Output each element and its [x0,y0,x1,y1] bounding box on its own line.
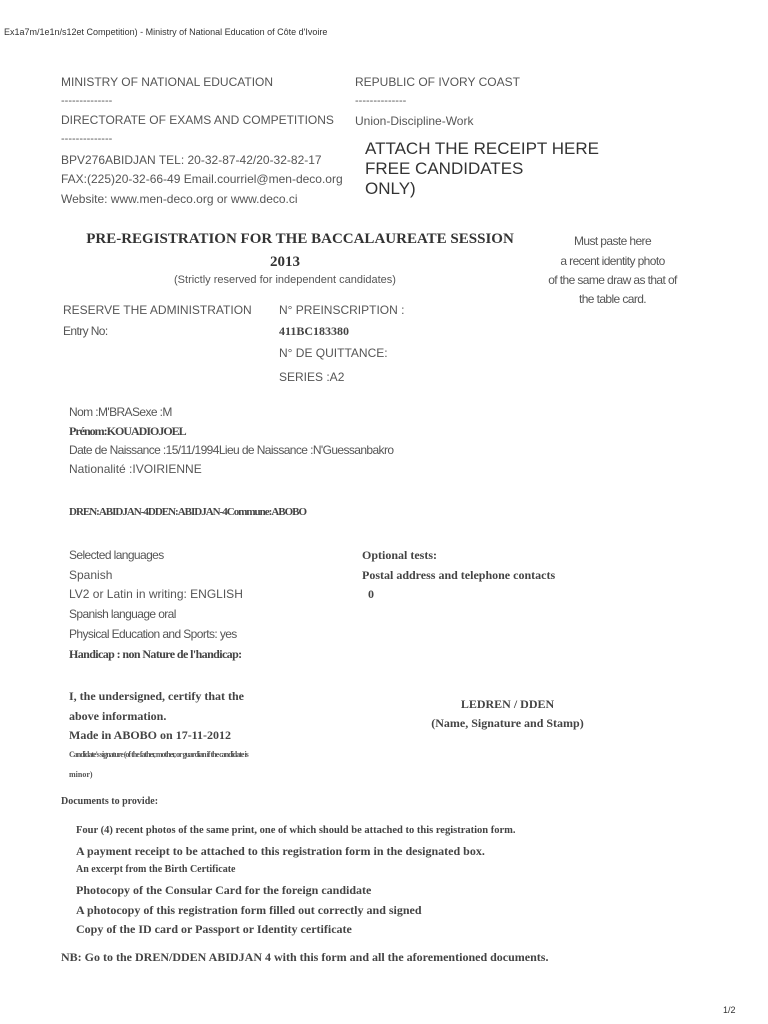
republic-name: REPUBLIC OF IVORY COAST [355,75,520,89]
certification-line2: above information. [69,709,167,723]
ledren-label: LEDREN / DDEN [460,697,555,711]
candidate-dren-info: DREN:ABIDJAN-4DDEN:ABIDJAN-4Commune:ABOBO [69,506,307,518]
page-number: 1/2 [723,1005,736,1015]
handicap-line: Handicap : non Nature de l'handicap: [69,647,242,661]
document-item: An excerpt from the Birth Certificate [76,864,236,875]
ledren-signature-label: (Name, Signature and Stamp) [431,716,584,730]
address-line: BPV276ABIDJAN TEL: 20-32-87-42/20-32-82-17 [61,153,322,167]
form-title: PRE-REGISTRATION FOR THE BACCALAUREATE SESSION [86,231,514,247]
language-item: Spanish [69,568,113,582]
photo-note-line4: the table card. [578,292,647,306]
candidate-birth-info: Date de Naissance :15/11/1994Lieu de Naissance :N'Guessanbakro [69,443,394,457]
languages-heading: Selected languages [69,548,164,562]
directorate-name: DIRECTORATE OF EXAMS AND COMPETITIONS [61,113,334,127]
nb-note: NB: Go to the DREN/DDEN ABIDJAN 4 with this form and all the aforementioned documents. [61,950,549,964]
candidate-signature-label-cont: minor) [69,770,93,779]
separator: -------------- [61,95,113,107]
form-subtitle: (Strictly reserved for independent candidates) [174,274,396,286]
candidate-nationality: Nationalité :IVOIRIENNE [69,462,202,476]
optional-tests-heading: Optional tests: [362,548,437,562]
language-item: LV2 or Latin in writing: ENGLISH [69,587,243,601]
receipt-instruction-line1: ATTACH THE RECEIPT HERE [365,139,599,158]
language-item: Spanish language oral [69,607,176,621]
ministry-name: MINISTRY OF NATIONAL EDUCATION [61,75,274,89]
postal-address-value: 0 [368,587,374,601]
candidate-first-name: Prénom:KOUADIOJOEL [69,424,186,438]
fax-email-line: FAX:(225)20-32-66-49 Email.courriel@men-deco.org [61,172,343,186]
photo-note-line3: of the same draw as that of [548,273,677,287]
reserve-administration-label: RESERVE THE ADMINISTRATION [63,303,252,317]
preinscription-number: 411BC183380 [279,324,350,338]
separator: -------------- [61,133,113,145]
postal-address-label: Postal address and telephone contacts [362,568,556,582]
quittance-label: N° DE QUITTANCE: [279,346,388,360]
document-item: Copy of the ID card or Passport or Identity certificate [76,922,352,936]
form-title-year: 2013 [270,254,300,270]
document-item: Four (4) recent photos of the same print, one of which should be attached to this registration form. [76,825,516,836]
motto: Union-Discipline-Work [355,114,474,128]
series-value: SERIES :A2 [279,370,345,384]
website-line: Website: www.men-deco.org or www.deco.ci [61,192,298,206]
preinscription-label: N° PREINSCRIPTION : [279,303,405,317]
entry-number-label: Entry No: [63,324,108,338]
separator: -------------- [355,95,407,107]
receipt-instruction-line2: FREE CANDIDATES [365,159,524,178]
certification-line1: I, the undersigned, certify that the [69,689,244,703]
documents-heading: Documents to provide: [61,796,159,807]
document-title: Ex1a7m/1e1n/s12et Competition) - Ministry of National Education of Côte d'Ivoire [4,27,328,37]
document-item: A photocopy of this registration form filled out correctly and signed [76,903,422,917]
document-item: Photocopy of the Consular Card for the foreign candidate [76,883,372,897]
candidate-name-sex: Nom :M'BRASexe :M [69,405,172,419]
language-item: Physical Education and Sports: yes [69,627,237,641]
photo-note-line2: a recent identity photo [560,254,665,268]
made-in-date: Made in ABOBO on 17-11-2012 [69,728,232,742]
photo-note-line1: Must paste here [573,234,652,248]
candidate-signature-label: Candidate's signature (of the father, mother, or guardian if the candidate is [69,750,248,759]
receipt-instruction-line3: ONLY) [365,179,416,198]
document-item: A payment receipt to be attached to this registration form in the designated box. [76,844,485,858]
